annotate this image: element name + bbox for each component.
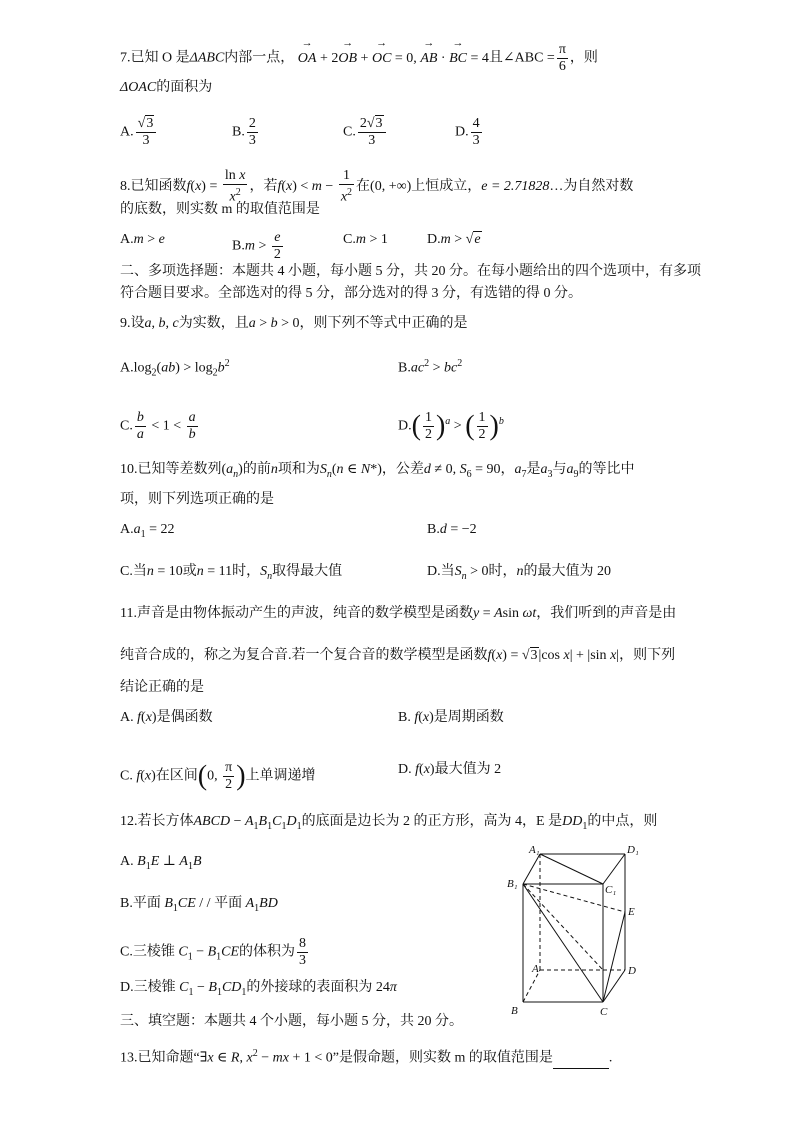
q10-option-c: C.当n = 10或n = 11时，$S_n$取得最大值 xyxy=(120,564,343,582)
q10-line2: 项，则下列选项正确的是 xyxy=(120,492,274,507)
q8-option-c: C.m > 1 xyxy=(343,232,388,247)
q11-option-c: C. f(x)在区间(0, $\frac{\pi}{2}$ )上单调递增 xyxy=(120,760,316,792)
answer-blank[interactable] xyxy=(553,1054,609,1069)
q7-option-b: B. $\frac{2}{3}$ xyxy=(232,116,256,148)
segment-b1c xyxy=(523,884,603,1002)
q8-option-b: B.m > $\frac{e}{2}$ xyxy=(232,230,281,262)
q9-line1: 9.设a, b, c为实数，且a > b > 0，则下列不等式中正确的是 xyxy=(120,316,468,331)
q11-line1: 11.声音是由物体振动产生的声波，纯音的数学模型是函数y = Asin ωt，我们听到的声音是由 xyxy=(120,606,677,621)
q7-option-c: C. $\frac{2√3}{3}$ xyxy=(343,116,388,149)
q7-option-d: D. $\frac{4}{3}$ xyxy=(455,116,480,148)
label-a: A xyxy=(532,963,539,975)
q11-option-b: B. f(x)是周期函数 xyxy=(398,710,504,725)
label-c1: C₁ xyxy=(605,884,617,896)
label-d1: D₁ xyxy=(627,844,639,856)
segment-a1c1 xyxy=(540,854,603,884)
q11-option-a: A. f(x)是偶函数 xyxy=(120,710,213,725)
q12-line1: 12.若长方体ABCD − $A_1B_1C_1D_1$的底面是边长为 2 的正方形，高为 4，E 是$DD_1$的中点，则 xyxy=(120,814,658,832)
cuboid-figure xyxy=(505,842,645,1017)
q7-angle-fraction: $\frac{\pi}{6}$ xyxy=(558,42,566,74)
edge-d1c1 xyxy=(603,854,625,884)
q7-vector-equation: → OA + 2→ OB + → OC = 0, → AB · → BC = 4 xyxy=(298,51,489,66)
q10-option-a: $A.a_1 = 22$ xyxy=(120,522,175,540)
section2-line1: 二、多项选择题：本题共 4 小题，每小题 5 分，共 20 分。在每小题给出的四个选项中，有多项 xyxy=(120,264,701,279)
q9-option-b: $B.ac^2 > bc^2$ xyxy=(398,358,463,376)
label-d: D xyxy=(628,965,636,977)
label-a1: A₁ xyxy=(529,844,540,856)
q11-line3: 结论正确的是 xyxy=(120,680,204,695)
q9-option-c: C. $\frac{b}{a}$ < 1 < $\frac{a}{b}$ xyxy=(120,410,196,442)
q12-option-c: C.三棱锥 $C_1 - B_1CE$的体积为 $\frac{8}{3}$ xyxy=(120,936,307,968)
edge-cd xyxy=(603,970,625,1002)
edge-b1a1 xyxy=(523,854,540,884)
q8-option-a: A.m > e xyxy=(120,232,165,247)
section3-line1: 三、填空题：本题共 4 个小题，每小题 5 分，共 20 分。 xyxy=(120,1014,463,1029)
q12-option-a: A. $B_1E$ ⊥ $A_1B$ xyxy=(120,854,202,872)
q10-option-d: D.当$S_n > 0$时，n的最大值为 20 xyxy=(427,564,612,582)
q8-line1: 8.已知函数f(x) = $\frac{\text{ln x}}{x^2}$ ，若f(x) < m − $\frac{1}{x^2}$ 在(0, +∞)上恒成立，e = 2.71828…为自然对数 xyxy=(120,168,634,205)
segment-ce xyxy=(603,912,625,1002)
label-b1: B₁ xyxy=(507,878,518,890)
label-e: E xyxy=(628,906,635,918)
q8-line2: 的底数，则实数 m 的取值范围是 xyxy=(120,202,320,217)
q9-option-a: $A.\log_2(ab) > \log_2b^2$ xyxy=(120,358,230,379)
segment-inner xyxy=(523,884,603,970)
q9-option-d: D.( $\frac{1}{2}$ )$^a$ > ( $\frac{1}{2}$ )$^b$ xyxy=(398,410,504,442)
q10-line1: 10.已知等差数列$(a_n)$的前n项和为$S_n(n$ ∈ N*)，公差d ≠ 0, $S_6 = 90$，$a_7$是$a_3$与$a_9$的等比中 xyxy=(120,462,635,480)
q7-option-a: A. $\frac{√3}{3}$ xyxy=(120,116,158,149)
q10-option-b: B.d = −2 xyxy=(427,522,477,537)
label-c: C xyxy=(600,1006,608,1017)
q7-line1: 7.已知 O 是ΔABC内部一点， → OA + 2→ OB + → OC = 0, → AB · → BC = 4且∠ABC = $\frac{\pi}{6}$ ，则 xyxy=(120,42,598,75)
section2-line2: 符合题目要求。全部选对的得 5 分，部分选对的得 3 分，有选错的得 0 分。 xyxy=(120,286,582,301)
q12-option-b: B.平面 $B_1CE$ / / 平面 $A_1BD$ xyxy=(120,896,278,914)
q8-option-d: D.m > √e xyxy=(427,232,481,247)
q12-option-d: D.三棱锥 $C_1 - B_1CD_1$的外接球的表面积为 24π xyxy=(120,980,397,998)
q13-line1: 13.已知命题“∃x ∈ R, $x^2$ − mx + 1 < 0”是假命题，则实数 m 的取值范围是 . xyxy=(120,1044,612,1069)
q7-line2: ΔOAC的面积为 xyxy=(120,80,213,95)
label-b: B xyxy=(511,1005,518,1017)
q11-option-d: D. f(x)最大值为 2 xyxy=(398,762,502,777)
q11-line2: 纯音合成的，称之为复合音.若一个复合音的数学模型是函数f(x) = √3|cos x| + |sin x|，则下列 xyxy=(120,648,676,663)
